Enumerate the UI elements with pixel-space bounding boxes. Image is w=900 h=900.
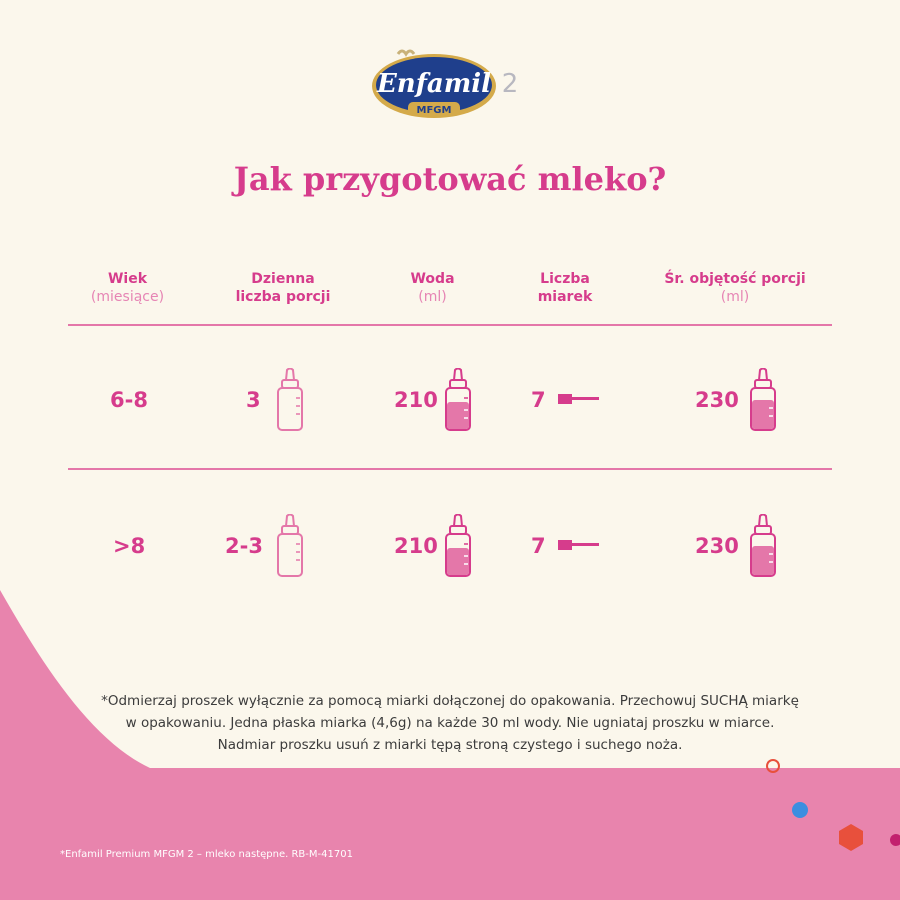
row2-age: >8 <box>113 534 146 558</box>
row2-water: 210 <box>394 534 438 558</box>
bottle-filled-icon <box>745 368 781 434</box>
row2-volume: 230 <box>695 534 739 558</box>
header-volume: Śr. objętość porcji (ml) <box>664 271 806 305</box>
footnote: *Enfamil Premium MFGM 2 – mleko następne. RB-M-41701 <box>60 849 353 860</box>
scoop-icon <box>556 538 600 552</box>
svg-text:Enfamil: Enfamil <box>376 69 492 99</box>
row1-age: 6-8 <box>110 388 148 412</box>
preparation-note: *Odmierzaj proszek wyłącznie za pomocą miarki dołączonej do opakowania. Przechowuj SUCHĄ miarkę w opakowaniu. Jedna płaska miarka (4,6g) na każde 30 ml wody. Nie ugniataj proszku w miarce. Nadmiar proszku usuń z miarki tępą stroną czystego i suchego noża. <box>101 693 799 753</box>
svg-text:2: 2 <box>501 69 519 99</box>
header-age: Wiek (miesiące) <box>90 271 165 305</box>
divider-top <box>68 324 832 326</box>
divider-middle <box>68 468 832 470</box>
svg-text:MFGM: MFGM <box>416 105 452 116</box>
header-scoops: Liczba miarek <box>537 271 593 305</box>
scoop-icon <box>556 392 600 406</box>
circle-outline-decoration <box>764 757 782 775</box>
pink-dot-decoration <box>886 830 900 850</box>
row1-portions: 3 <box>246 388 261 412</box>
bottle-filled-icon <box>440 368 476 434</box>
row1-water: 210 <box>394 388 438 412</box>
row1-scoops: 7 <box>531 388 546 412</box>
hexagon-decoration <box>836 822 866 852</box>
row2-portions: 2-3 <box>225 534 263 558</box>
header-portions: Dzienna liczba porcji <box>235 271 331 305</box>
header-water: Woda (ml) <box>410 271 455 305</box>
blue-dot-decoration <box>790 800 810 820</box>
page-title: Jak przygotować mleko? <box>233 160 667 198</box>
row1-volume: 230 <box>695 388 739 412</box>
row2-scoops: 7 <box>531 534 546 558</box>
bottle-outline-icon <box>272 514 308 580</box>
bottle-outline-icon <box>272 368 308 434</box>
enfamil-logo <box>370 46 535 126</box>
bottle-filled-icon <box>440 514 476 580</box>
bottle-filled-icon <box>745 514 781 580</box>
